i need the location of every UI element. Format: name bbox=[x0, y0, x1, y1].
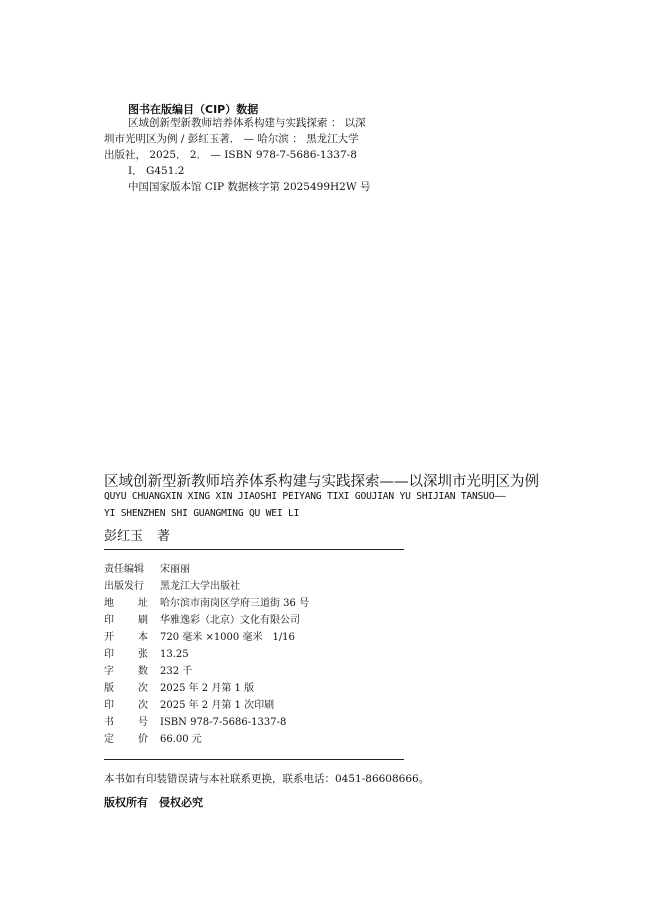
info-row bbox=[104, 595, 309, 612]
info-label: 定 价 bbox=[104, 734, 148, 745]
info-row bbox=[104, 731, 309, 748]
cip-line-2: 圳市光明区为例 / 彭红玉著． — 哈尔滨 ： 黑龙江大学 bbox=[104, 133, 359, 145]
info-value: 华雅逸彩（北京）文化有限公司 bbox=[160, 615, 300, 626]
book-title-pinyin-2: YI SHENZHEN SHI GUANGMING QU WEI LI bbox=[104, 508, 300, 519]
author-line bbox=[104, 525, 170, 544]
info-value: 哈尔滨市南岗区学府三道街 36 号 bbox=[160, 598, 310, 609]
info-value: 2025 年 2 月第 1 版 bbox=[160, 683, 255, 694]
info-label: 地 址 bbox=[104, 598, 148, 609]
divider-bottom bbox=[104, 759, 404, 760]
info-label: 责任编辑 bbox=[104, 564, 144, 575]
info-row bbox=[104, 578, 309, 595]
info-row bbox=[104, 697, 309, 714]
info-label: 版 次 bbox=[104, 683, 148, 694]
info-label: 印 张 bbox=[104, 649, 148, 660]
info-value: 宋丽丽 bbox=[160, 564, 190, 575]
info-row bbox=[104, 680, 309, 697]
info-label: 印 次 bbox=[104, 700, 148, 711]
publication-info bbox=[104, 561, 309, 748]
info-value: 66.00 元 bbox=[160, 734, 202, 745]
cip-line-3: 出版社， 2025． 2． — ISBN 978-7-5686-1337-8 bbox=[104, 149, 357, 161]
cip-line-4: Ⅰ． G451.2 bbox=[128, 165, 185, 177]
info-label: 开 本 bbox=[104, 632, 148, 643]
info-label: 字 数 bbox=[104, 666, 148, 677]
info-label: 印 刷 bbox=[104, 615, 148, 626]
info-row bbox=[104, 714, 309, 731]
cip-line-5: 中国国家版本馆 CIP 数据核字第 2025499H2W 号 bbox=[128, 181, 371, 193]
info-row bbox=[104, 663, 309, 680]
info-label: 出版发行 bbox=[104, 581, 144, 592]
info-label: 书 号 bbox=[104, 717, 148, 728]
cip-heading: 图书在版编目（CIP）数据 bbox=[128, 103, 259, 116]
info-value: 720 毫米 ×1000 毫米 1/16 bbox=[160, 632, 295, 643]
info-row bbox=[104, 561, 309, 578]
info-value: ISBN 978-7-5686-1337-8 bbox=[160, 717, 287, 728]
copyright-notice: 版权所有 侵权必究 bbox=[104, 796, 203, 809]
reprint-notice: 本书如有印装错误请与本社联系更换，联系电话：0451-86608666。 bbox=[104, 773, 430, 785]
info-value: 13.25 bbox=[160, 649, 189, 660]
info-row bbox=[104, 612, 309, 629]
author-role: 著 bbox=[157, 529, 171, 544]
info-value: 2025 年 2 月第 1 次印刷 bbox=[160, 700, 275, 711]
cip-line-1: 区域创新型新教师培养体系构建与实践探索 ： 以深 bbox=[128, 117, 366, 129]
book-title-pinyin-1: QUYU CHUANGXIN XING XIN JIAOSHI PEIYANG TIXI GOUJIAN YU SHIJIAN TANSUO—— bbox=[104, 491, 506, 502]
info-row bbox=[104, 629, 309, 646]
info-value: 黑龙江大学出版社 bbox=[160, 581, 240, 592]
info-row bbox=[104, 646, 309, 663]
author-name: 彭红玉 bbox=[104, 529, 144, 544]
info-value: 232 千 bbox=[160, 666, 193, 677]
book-title: 区域创新型新教师培养体系构建与实践探索——以深圳市光明区为例 bbox=[104, 474, 539, 490]
divider-top bbox=[104, 549, 404, 550]
